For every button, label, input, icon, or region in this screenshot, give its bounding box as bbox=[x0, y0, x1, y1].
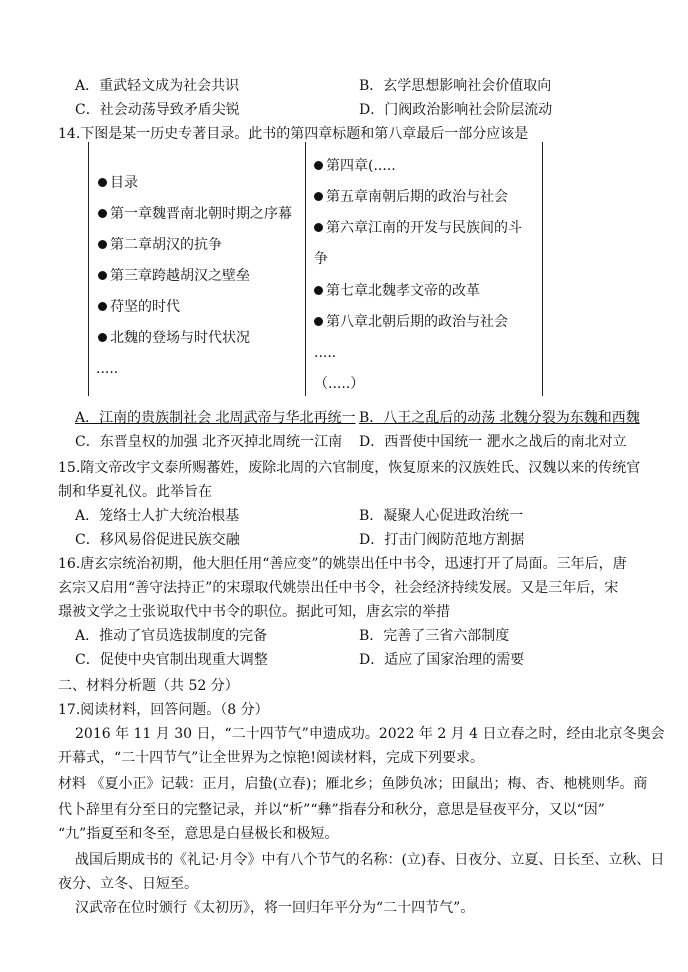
q14-stem: 14.下图是某一历史专著目录。此书的第四章标题和第八章最后一部分应该是 bbox=[58, 126, 529, 142]
toc-left-item: 第二章胡汉的抗争 bbox=[98, 235, 222, 255]
section-heading: 二、材料分析题（共 52 分） bbox=[58, 678, 239, 694]
toc-right-item: 第五章南朝后期的政治与社会 bbox=[314, 187, 508, 207]
q16-option-c: C．促使中央官制出现重大调整 bbox=[75, 652, 268, 668]
bullet-icon bbox=[98, 302, 107, 311]
q15-option-a: A．笼络士人扩大统治根基 bbox=[75, 508, 240, 524]
toc-right-item: 第六章江南的开发与民族间的斗 bbox=[314, 218, 522, 238]
q16-stem-line3: 璟被文学之士张说取代中书令的职位。据此可知，唐玄宗的举措 bbox=[58, 604, 450, 620]
bullet-icon bbox=[98, 333, 107, 342]
q17-paragraph-2c: “九”指夏至和冬至，意思是白昼极长和极短。 bbox=[58, 826, 339, 842]
q13-option-d: D．门阀政治影响社会阶层流动 bbox=[359, 102, 553, 118]
bullet-icon bbox=[314, 192, 323, 201]
toc-left-ellipsis: ..... bbox=[96, 361, 119, 377]
bullet-icon bbox=[314, 317, 323, 326]
q14-option-b: B．八王之乱后的动荡 北魏分裂为东魏和西魏 bbox=[359, 410, 640, 426]
q13-option-c: C．社会动荡导致矛盾尖锐 bbox=[75, 102, 240, 118]
q16-option-d: D．适应了国家治理的需要 bbox=[359, 652, 525, 668]
toc-right-item: 第四章(..... bbox=[314, 156, 396, 176]
q15-option-d: D．打击门阀防范地方割据 bbox=[359, 532, 525, 548]
q13-option-b: B．玄学思想影响社会价值取向 bbox=[359, 78, 552, 94]
toc-left-item: 苻坚的时代 bbox=[98, 297, 180, 317]
toc-left-item: 北魏的登场与时代状况 bbox=[98, 328, 250, 348]
q15-stem-line2: 制和华夏礼仪。此举旨在 bbox=[58, 484, 212, 500]
bullet-icon bbox=[314, 286, 323, 295]
q16-option-b: B．完善了三省六部制度 bbox=[359, 628, 510, 644]
toc-right-wrap: 争 bbox=[314, 251, 328, 267]
toc-right-item: 第八章北朝后期的政治与社会 bbox=[314, 312, 508, 332]
q15-stem-line1: 15.隋文帝改宇文泰所赐蕃姓，废除北周的六官制度，恢复原来的汉族姓氏、汉魏以来的传统官 bbox=[58, 460, 641, 476]
q14-option-a: A．江南的贵族制社会 北周武帝与华北再统一 bbox=[75, 410, 356, 426]
q14-option-d: D．西晋使中国统一 淝水之战后的南北对立 bbox=[359, 434, 627, 450]
q16-stem-line2: 玄宗又启用“善守法持正”的宋璟取代姚崇出任中书令，社会经济持续发展。又是三年后，宋 bbox=[58, 580, 619, 596]
bullet-icon bbox=[98, 271, 107, 280]
bullet-icon bbox=[98, 209, 107, 218]
q17-paragraph-2a: 材料 《夏小正》记载：正月，启蛰(立春)；雁北乡；鱼陟负冰；田鼠出；梅、杏、杝桃则华。商 bbox=[58, 776, 648, 792]
q17-paragraph-3b: 夜分、立冬、日短至。 bbox=[58, 876, 198, 892]
q17-paragraph-1a: 2016 年 11 月 30 日，“二十四节气”申遗成功。2022 年 2 月 4 日立春之时，经由北京冬奥会 bbox=[75, 726, 665, 742]
q15-option-b: B．凝聚人心促进政治统一 bbox=[359, 508, 524, 524]
bullet-icon bbox=[98, 240, 107, 249]
q17-paragraph-1b: 开幕式，“二十四节气”让全世界为之惊艳!阅读材料，完成下列要求。 bbox=[58, 750, 484, 766]
q16-option-a: A．推动了官员选拔制度的完备 bbox=[75, 628, 268, 644]
q16-stem-line1: 16.唐玄宗统治初期，他大胆任用“善应变”的姚崇出任中书令，迅速打开了局面。三年后，唐 bbox=[58, 556, 627, 572]
toc-right-column bbox=[304, 142, 543, 396]
bullet-icon bbox=[98, 178, 107, 187]
bullet-icon bbox=[314, 161, 323, 170]
q17-paragraph-2b: 代卜辞里有分至日的完整记录，并以“析”“彝”指春分和秋分，意思是昼夜平分，又以“因” bbox=[58, 802, 605, 818]
toc-right-last: （.....） bbox=[314, 376, 365, 392]
q15-option-c: C．移风易俗促进民族交融 bbox=[75, 532, 240, 548]
bullet-icon bbox=[314, 223, 323, 232]
q13-option-a: A．重武轻文成为社会共识 bbox=[75, 78, 240, 94]
toc-left-item: 目录 bbox=[98, 173, 138, 193]
q17-paragraph-4: 汉武帝在位时颁行《太初历》，将一回归年平分为“二十四节气”。 bbox=[75, 900, 475, 916]
toc-left-item: 第三章跨越胡汉之壁垒 bbox=[98, 266, 250, 286]
toc-right-ellipsis: ..... bbox=[314, 345, 337, 361]
toc-left-item: 第一章魏晋南北朝时期之序幕 bbox=[98, 204, 292, 224]
q17-stem: 17.阅读材料，回答问题。（8 分） bbox=[58, 702, 269, 718]
toc-right-item: 第七章北魏孝文帝的改革 bbox=[314, 281, 480, 301]
q14-option-c: C．东晋皇权的加强 北齐灭掉北周统一江南 bbox=[75, 434, 343, 450]
q17-paragraph-3a: 战国后期成书的《礼记·月令》中有八个节气的名称：(立)春、日夜分、立夏、日长至、立秋、日 bbox=[75, 852, 665, 868]
